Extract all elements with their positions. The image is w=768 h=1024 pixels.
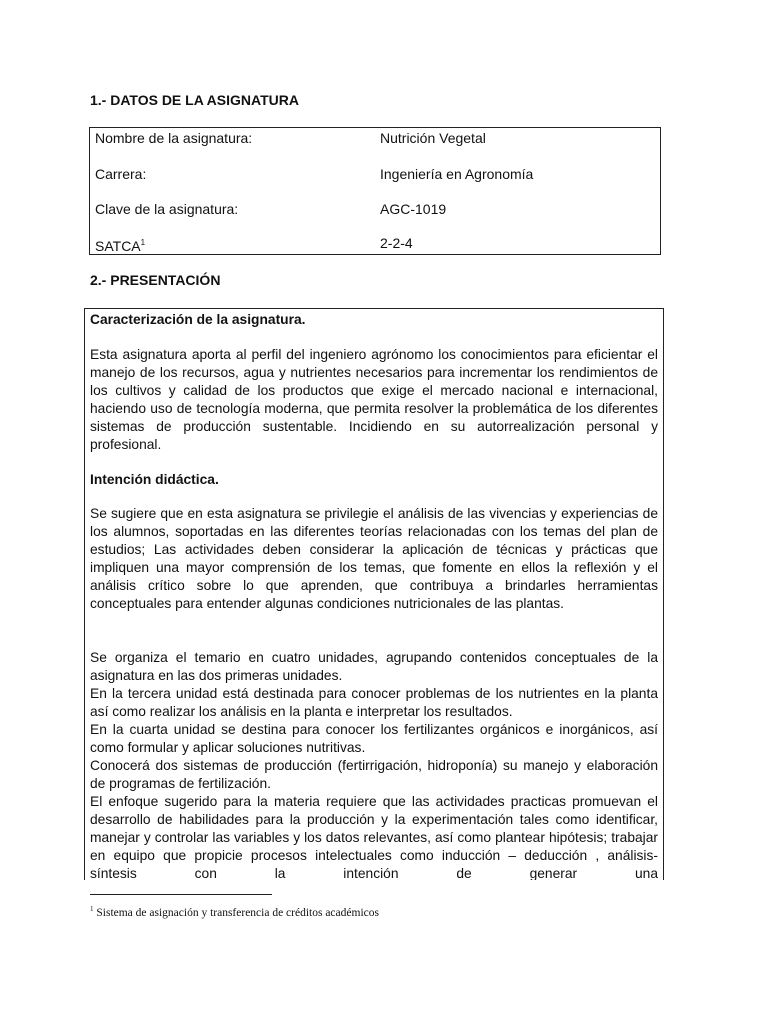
career-label: Carrera: xyxy=(95,166,147,182)
course-data-table xyxy=(89,127,661,255)
characterization-heading: Caracterización de la asignatura. xyxy=(90,312,306,327)
satca-label xyxy=(95,234,145,255)
course-name-value: Nutrición Vegetal xyxy=(380,130,486,146)
didactic-intention-heading: Intención didáctica. xyxy=(90,472,219,487)
footnote-text: Sistema de asignación y transferencia de créditos académicos xyxy=(96,907,379,919)
syllabus-paragraph-4: Conocerá dos sistemas de producción (fertirrigación, hidroponía) su manejo y elaboración de programas de fertilización. xyxy=(90,758,658,791)
syllabus-paragraph-5: El enfoque sugerido para la materia requiere que las actividades practicas promuevan el desarrollo de habilidades para la producción y la experimentación tales como identificar, manejar y controlar las variables y los datos relevantes, así como plantear hipótesis; trabajar en equipo que propicie procesos intelectuales como inducción – deducción , análisis- síntesis con la intención de generar una xyxy=(90,794,658,880)
section-1-title: 1.- DATOS DE LA ASIGNATURA xyxy=(90,92,299,108)
characterization-paragraph: Esta asignatura aporta al perfil del ingeniero agrónomo los conocimientos para eficientar el manejo de los recursos, agua y nutrientes necesarios para incrementar los rendimientos de los cultivos y calidad de los productos que exige el mercado nacional e internacional, haciendo uso de tecnología moderna, que permita resolver la problemática de los diferentes sistemas de producción sustentable. Incidiendo en su autorrealización personal y profesional. xyxy=(90,347,658,452)
section-2-title: 2.- PRESENTACIÓN xyxy=(90,272,221,288)
syllabus-paragraph-3: En la cuarta unidad se destina para conocer los fertilizantes orgánicos e inorgánicos, así como formular y aplicar soluciones nutritivas. xyxy=(90,722,658,755)
syllabus-paragraph-1: Se organiza el temario en cuatro unidades, agrupando contenidos conceptuales de la asignatura en las dos primeras unidades. xyxy=(90,650,658,683)
career-row xyxy=(95,165,660,183)
syllabus-paragraph-2: En la tercera unidad está destinada para conocer problemas de los nutrientes en la planta así como realizar los análisis en la planta e interpretar los resultados. xyxy=(90,686,658,719)
course-key-row xyxy=(95,200,660,218)
presentation-box xyxy=(84,308,664,880)
satca-row xyxy=(95,234,660,252)
footnote xyxy=(90,902,379,920)
satca-value: 2-2-4 xyxy=(380,235,413,251)
footnote-marker: 1 xyxy=(90,905,94,913)
course-name-label: Nombre de la asignatura: xyxy=(95,130,253,146)
course-name-row xyxy=(95,129,660,147)
course-key-label: Clave de la asignatura: xyxy=(95,201,239,217)
satca-label-text: SATCA xyxy=(95,238,141,254)
didactic-intention-paragraph: Se sugiere que en esta asignatura se privilegie el análisis de las vivencias y experiencias de los alumnos, soportadas en las diferentes teorías relacionadas con los temas del plan de estudios; Las actividades deben considerar la aplicación de técnicas y prácticas que impliquen una mayor comprensión de los temas, que fomente en ellos la reflexión y el análisis crítico sobre lo que aprenden, que contribuya a brindarles herramientas conceptuales para entender algunas condiciones nutricionales de las plantas. xyxy=(90,506,658,611)
career-value: Ingeniería en Agronomía xyxy=(380,166,534,182)
course-key-value: AGC-1019 xyxy=(380,201,447,217)
footnote-reference: 1 xyxy=(140,238,146,247)
footnote-separator xyxy=(90,894,272,895)
